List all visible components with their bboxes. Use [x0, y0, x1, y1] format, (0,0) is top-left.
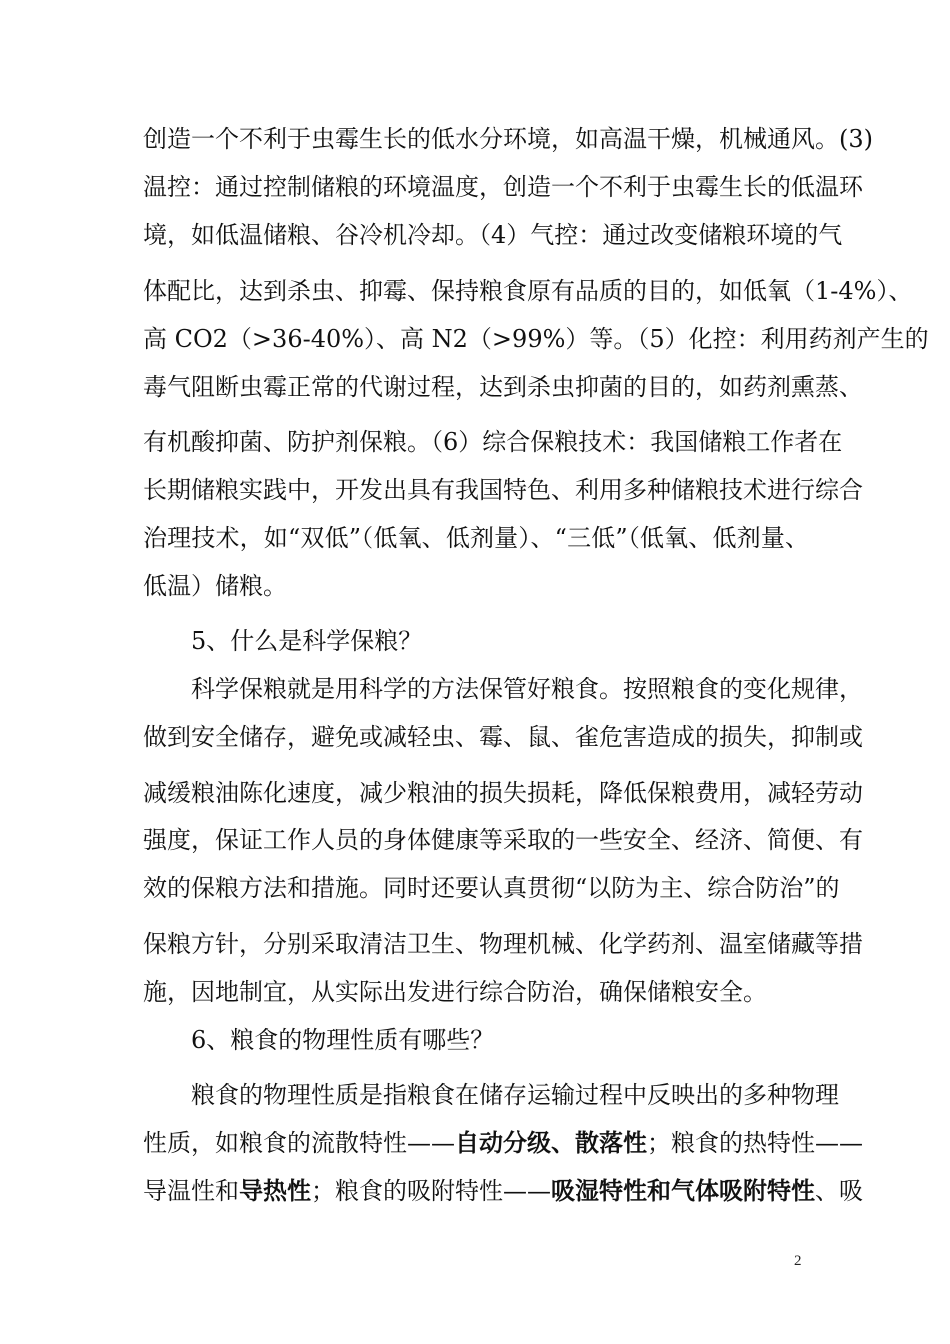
body-line-6: 毒气阻断虫霉正常的代谢过程，达到杀虫抑菌的目的，如药剂熏蒸、 — [143, 373, 863, 401]
body-line-5: 高 CO2（>36-40%）、高 N2（>99%）等。（5）化控：利用药剂产生的 — [143, 325, 929, 353]
para5-line-5: 效的保粮方法和措施。同时还要认真贯彻“以防为主、综合防治”的 — [143, 874, 840, 902]
para6-line3-text-a: 导温性和 — [143, 1177, 239, 1205]
body-line-10: 低温）储粮。 — [143, 572, 287, 600]
para6-line3-text-e: 、吸 — [815, 1177, 863, 1205]
para6-line2-bold: 自动分级、散落性 — [455, 1129, 647, 1157]
para5-line-1: 科学保粮就是用科学的方法保管好粮食。按照粮食的变化规律， — [191, 675, 863, 703]
body-line-1: 创造一个不利于虫霉生长的低水分环境，如高温干燥，机械通风。(3) — [143, 125, 873, 153]
body-line-7: 有机酸抑菌、防护剂保粮。（6）综合保粮技术：我国储粮工作者在 — [143, 428, 843, 456]
para6-line2-text-a: 性质，如粮食的流散特性—— — [143, 1129, 455, 1157]
para6-line3-bold-2: 吸湿特性和气体吸附特性 — [551, 1177, 815, 1205]
body-line-3: 境，如低温储粮、谷冷机冷却。（4）气控：通过改变储粮环境的气 — [143, 221, 843, 249]
para6-line2-text-c: ；粮食的热特性—— — [647, 1129, 863, 1157]
page-number: 2 — [794, 1253, 802, 1269]
para5-line-3: 减缓粮油陈化速度，减少粮油的损失损耗，降低保粮费用，减轻劳动 — [143, 779, 863, 807]
body-line-4: 体配比，达到杀虫、抑霉、保持粮食原有品质的目的，如低氧（1-4%）、 — [143, 277, 913, 305]
para6-line3-bold-1: 导热性 — [239, 1177, 311, 1205]
section-heading-5: 5、什么是科学保粮？ — [191, 627, 423, 655]
body-line-8: 长期储粮实践中，开发出具有我国特色、利用多种储粮技术进行综合 — [143, 476, 863, 504]
body-line-9: 治理技术，如“双低”（低氧、低剂量）、“三低”（低氧、低剂量、 — [143, 524, 809, 552]
para6-line3-text-c: ；粮食的吸附特性—— — [311, 1177, 551, 1205]
para5-line-7: 施，因地制宜，从实际出发进行综合防治，确保储粮安全。 — [143, 978, 767, 1006]
body-line-2: 温控：通过控制储粮的环境温度，创造一个不利于虫霉生长的低温环 — [143, 173, 863, 201]
para5-line-4: 强度，保证工作人员的身体健康等采取的一些安全、经济、简便、有 — [143, 826, 863, 854]
section-heading-6: 6、粮食的物理性质有哪些？ — [191, 1026, 495, 1054]
para5-line-6: 保粮方针，分别采取清洁卫生、物理机械、化学药剂、温室储藏等措 — [143, 930, 863, 958]
para5-line-2: 做到安全储存，避免或减轻虫、霉、鼠、雀危害造成的损失，抑制或 — [143, 723, 863, 751]
para6-line-3 — [143, 1175, 863, 1207]
para6-line-1: 粮食的物理性质是指粮食在储存运输过程中反映出的多种物理 — [191, 1081, 839, 1109]
para6-line-2 — [143, 1127, 863, 1159]
